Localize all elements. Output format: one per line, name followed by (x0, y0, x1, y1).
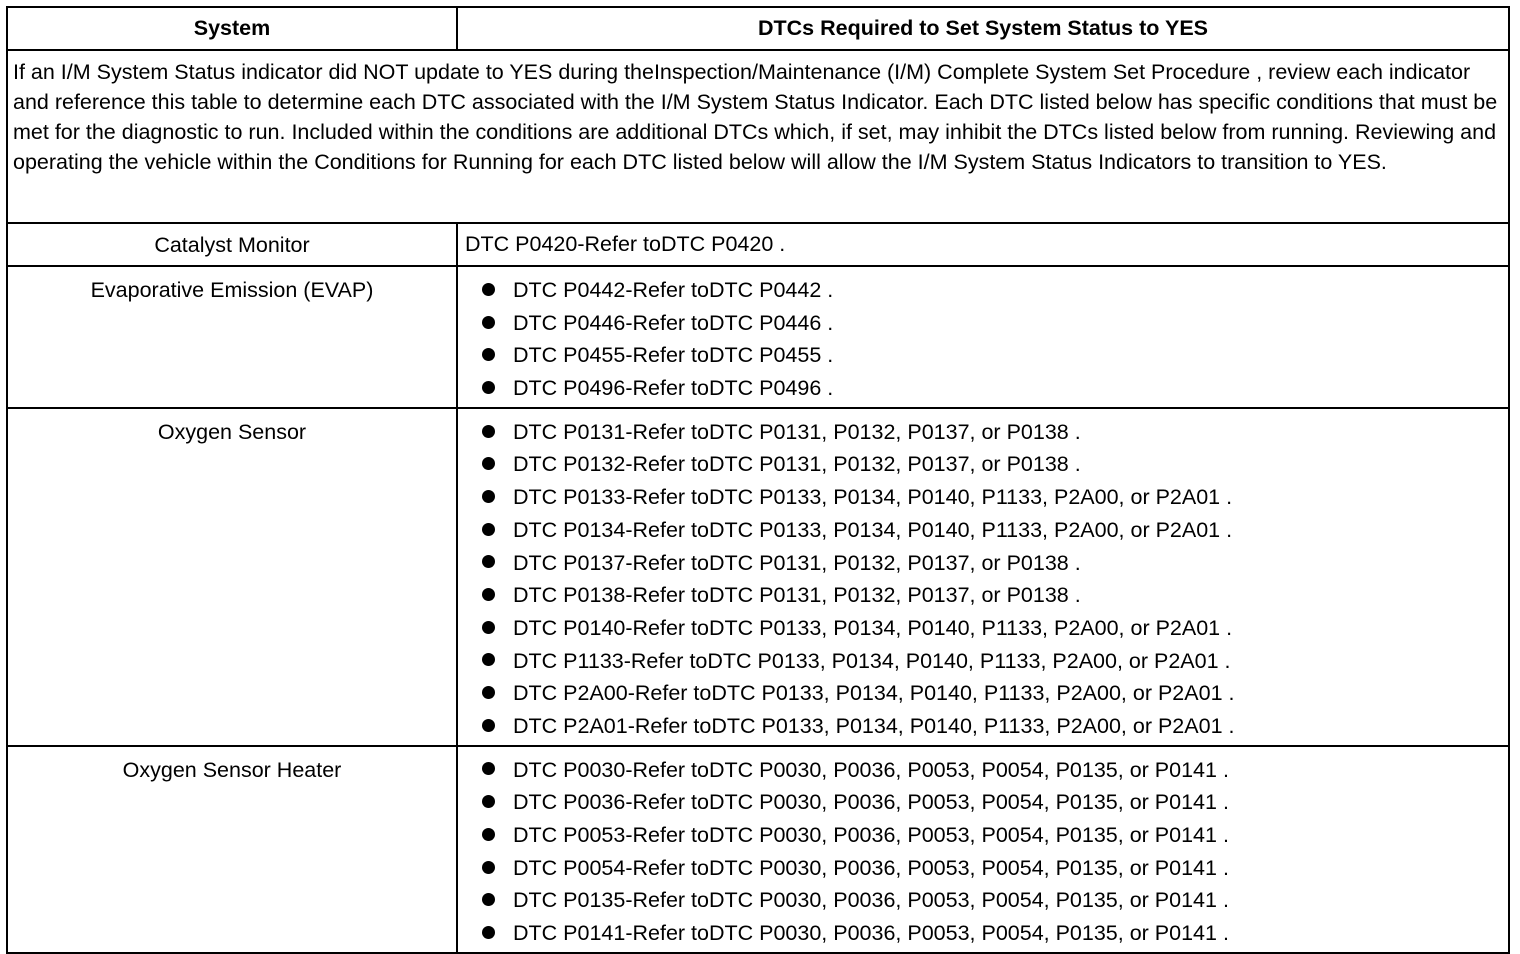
dtc-entry: DTC P0442-Refer toDTC P0442 . (513, 278, 834, 302)
dtc-entry: DTC P0053-Refer toDTC P0030, P0036, P0053, P0054, P0135, or P0141 . (513, 823, 1229, 847)
list-item (482, 514, 1508, 547)
bullet-icon (482, 893, 495, 906)
dtc-list (458, 267, 1508, 407)
dtc-entry: DTC P1133-Refer toDTC P0133, P0134, P0140, P1133, P2A00, or P2A01 . (513, 648, 1231, 673)
bullet-icon (482, 719, 495, 732)
bullet-icon (482, 283, 495, 296)
header-dtcs: DTCs Required to Set System Status to YES (457, 7, 1509, 50)
table-row (7, 223, 1509, 266)
dtc-entry: DTC P0141-Refer toDTC P0030, P0036, P0053, P0054, P0135, or P0141 . (513, 921, 1229, 946)
list-item (482, 917, 1508, 950)
bullet-icon (482, 621, 495, 634)
system-name: Oxygen Sensor (7, 408, 457, 746)
dtc-list (458, 747, 1508, 952)
list-item (482, 754, 1508, 787)
dtc-text: DTC P0420-Refer toDTC P0420 . (457, 223, 1509, 266)
list-item (482, 786, 1508, 819)
list-item (482, 710, 1508, 743)
intro-text: If an I/M System Status indicator did NOT update to YES during theInspection/Maintenance (I/M) Complete System Set Procedure , review each indicator and reference this table to determine each DTC associated with the I/M System Status Indicator. Each DTC listed below has specific conditions that must be met for the diagnostic to run. Included within the conditions are additional DTCs which, if set, may inhibit the DTCs listed below from running. Reviewing and operating the vehicle within the Conditions for Running for each DTC listed below will allow the I/M System Status Indicators to transition to YES. (7, 50, 1509, 223)
dtc-entry: DTC P0496-Refer toDTC P0496 . (513, 376, 834, 401)
bullet-icon (482, 686, 495, 699)
dtc-entry: DTC P0134-Refer toDTC P0133, P0134, P0140, P1133, P2A00, or P2A01 . (513, 517, 1233, 542)
dtc-entry: DTC P2A01-Refer toDTC P0133, P0134, P0140, P1133, P2A00, or P2A01 . (513, 713, 1235, 738)
dtc-entry: DTC P0133-Refer toDTC P0133, P0134, P0140, P1133, P2A00, or P2A01 . (513, 485, 1233, 510)
dtc-entry: DTC P0054-Refer toDTC P0030, P0036, P0053, P0054, P0135, or P0141 . (513, 855, 1229, 880)
list-item (482, 677, 1508, 710)
list-item (482, 416, 1508, 449)
dtc-entry: DTC P2A00-Refer toDTC P0133, P0134, P0140, P1133, P2A00, or P2A01 . (513, 681, 1235, 706)
list-item (482, 481, 1508, 514)
bullet-icon (482, 861, 495, 874)
table-header-row (7, 7, 1509, 50)
list-item (482, 547, 1508, 580)
dtc-list (458, 409, 1508, 745)
list-item (482, 612, 1508, 645)
dtc-entry: DTC P0446-Refer toDTC P0446 . (513, 310, 834, 335)
list-item (482, 852, 1508, 885)
dtc-entry: DTC P0455-Refer toDTC P0455 . (513, 343, 834, 368)
system-name: Oxygen Sensor Heater (7, 746, 457, 953)
table-row (7, 746, 1509, 953)
table-row (7, 408, 1509, 746)
dtc-entry: DTC P0135-Refer toDTC P0030, P0036, P0053, P0054, P0135, or P0141 . (513, 888, 1229, 913)
list-item (482, 884, 1508, 917)
dtc-entry: DTC P0132-Refer toDTC P0131, P0132, P0137, or P0138 . (513, 452, 1081, 477)
system-name: Evaporative Emission (EVAP) (7, 266, 457, 408)
list-item (482, 579, 1508, 612)
dtc-cell (457, 746, 1509, 953)
bullet-icon (482, 457, 495, 470)
bullet-icon (482, 381, 495, 394)
bullet-icon (482, 588, 495, 601)
list-item (482, 448, 1508, 481)
list-item (482, 819, 1508, 852)
intro-row (7, 50, 1509, 223)
header-system: System (7, 7, 457, 50)
list-item (482, 372, 1508, 405)
bullet-icon (482, 425, 495, 438)
system-name: Catalyst Monitor (7, 223, 457, 266)
bullet-icon (482, 490, 495, 503)
bullet-icon (482, 795, 495, 808)
list-item (482, 645, 1508, 678)
bullet-icon (482, 316, 495, 329)
list-item (482, 274, 1508, 307)
bullet-icon (482, 555, 495, 568)
dtc-status-table (6, 6, 1510, 954)
dtc-entry: DTC P0036-Refer toDTC P0030, P0036, P0053, P0054, P0135, or P0141 . (513, 790, 1229, 815)
dtc-entry: DTC P0137-Refer toDTC P0131, P0132, P0137, or P0138 . (513, 550, 1081, 575)
dtc-cell (457, 266, 1509, 408)
dtc-entry: DTC P0140-Refer toDTC P0133, P0134, P0140, P1133, P2A00, or P2A01 . (513, 615, 1233, 640)
bullet-icon (482, 523, 495, 536)
dtc-entry: DTC P0030-Refer toDTC P0030, P0036, P0053, P0054, P0135, or P0141 . (513, 757, 1229, 782)
bullet-icon (482, 828, 495, 841)
bullet-icon (482, 348, 495, 361)
dtc-entry: DTC P0138-Refer toDTC P0131, P0132, P0137, or P0138 . (513, 583, 1081, 608)
bullet-icon (482, 653, 495, 666)
list-item (482, 339, 1508, 372)
dtc-cell (457, 408, 1509, 746)
dtc-entry: DTC P0131-Refer toDTC P0131, P0132, P0137, or P0138 . (513, 419, 1081, 444)
table-row (7, 266, 1509, 408)
list-item (482, 307, 1508, 340)
bullet-icon (482, 762, 495, 775)
bullet-icon (482, 926, 495, 939)
